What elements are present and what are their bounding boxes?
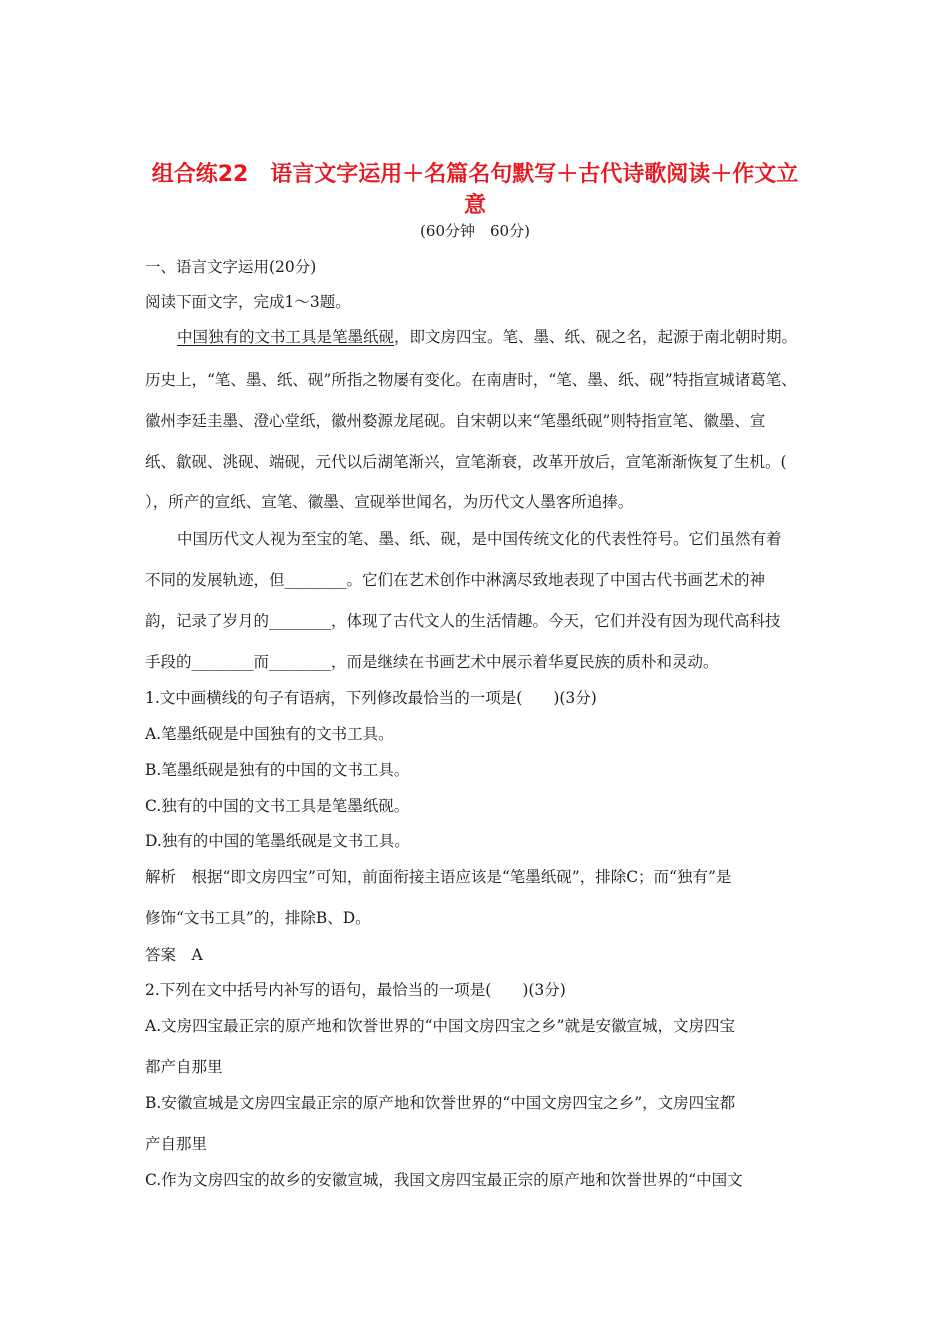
passage-p1-line-5: ），所产的宣纸、宣笔、徽墨、宣砚举世闻名，为历代文人墨客所追捧。 bbox=[145, 493, 634, 511]
section-instruction: 阅读下面文字，完成1～3题。 bbox=[145, 293, 351, 311]
q1-answer: 答案 A bbox=[145, 946, 203, 964]
passage-p1-line-1 bbox=[177, 326, 797, 348]
q2-option-a-line-2: 都产自那里 bbox=[145, 1058, 223, 1076]
title-line-2: 意 bbox=[463, 193, 486, 218]
subtitle: (60分钟 60分) bbox=[420, 222, 530, 240]
title-line-1: 组合练22 语言文字运用＋名篇名句默写＋古代诗歌阅读＋作文立 bbox=[151, 162, 799, 187]
passage-p1-line-3: 徽州李廷圭墨、澄心堂纸，徽州婺源龙尾砚。自宋朝以来“笔墨纸砚”则特指宣笔、徽墨、宣 bbox=[145, 412, 766, 430]
q1-option-b: B.笔墨纸砚是独有的中国的文书工具。 bbox=[145, 761, 410, 779]
passage-p1-line-2: 历史上，“笔、墨、纸、砚”所指之物屡有变化。在南唐时，“笔、墨、纸、砚”特指宣城诸葛笔、 bbox=[145, 371, 797, 389]
q2-option-b-line-2: 产自那里 bbox=[145, 1135, 208, 1153]
q1-option-c: C.独有的中国的文书工具是笔墨纸砚。 bbox=[145, 797, 410, 815]
underlined-sentence: 中国独有的文书工具是笔墨纸砚 bbox=[177, 328, 395, 346]
passage-p2-line-4: 手段的________而________，而是继续在书画艺术中展示着华夏民族的质朴和灵动。 bbox=[145, 653, 719, 671]
q2-option-c-line-1: C.作为文房四宝的故乡的安徽宣城，我国文房四宝最正宗的原产地和饮誉世界的“中国文 bbox=[145, 1171, 743, 1189]
section-heading: 一、语言文字运用(20分) bbox=[145, 258, 317, 276]
q1-stem: 1.文中画横线的句子有语病，下列修改最恰当的一项是( )(3分) bbox=[145, 689, 597, 707]
q2-option-b-line-1: B.安徽宣城是文房四宝最正宗的原产地和饮誉世界的“中国文房四宝之乡”，文房四宝都 bbox=[145, 1094, 736, 1112]
q1-analysis-line-1: 解析 根据“即文房四宝”可知，前面衔接主语应该是“笔墨纸砚”，排除C；而“独有”是 bbox=[145, 868, 732, 886]
q1-option-a: A.笔墨纸砚是中国独有的文书工具。 bbox=[145, 725, 394, 743]
q1-analysis-line-2: 修饰“文书工具”的，排除B、D。 bbox=[145, 909, 371, 927]
passage-p1-line-1-rest: ，即文房四宝。笔、墨、纸、砚之名，起源于南北朝时期。 bbox=[394, 328, 798, 346]
q2-option-a-line-1: A.文房四宝最正宗的原产地和饮誉世界的“中国文房四宝之乡”就是安徽宣城，文房四宝 bbox=[145, 1017, 735, 1035]
q2-stem: 2.下列在文中括号内补写的语句，最恰当的一项是( )(3分) bbox=[145, 981, 566, 999]
passage-p2-line-2: 不同的发展轨迹，但________。它们在艺术创作中淋漓尽致地表现了中国古代书画艺术的神 bbox=[145, 571, 766, 589]
passage-p1-line-4: 纸、歙砚、洮砚、端砚，元代以后湖笔渐兴，宣笔渐衰，改革开放后，宣笔渐渐恢复了生机。( bbox=[145, 453, 787, 471]
passage-p2-line-3: 韵，记录了岁月的________，体现了古代文人的生活情趣。今天，它们并没有因为现代高科技 bbox=[145, 612, 781, 630]
q1-option-d: D.独有的中国的笔墨纸砚是文书工具。 bbox=[145, 832, 410, 850]
passage-p2-line-1: 中国历代文人视为至宝的笔、墨、纸、砚，是中国传统文化的代表性符号。它们虽然有着 bbox=[177, 530, 782, 548]
